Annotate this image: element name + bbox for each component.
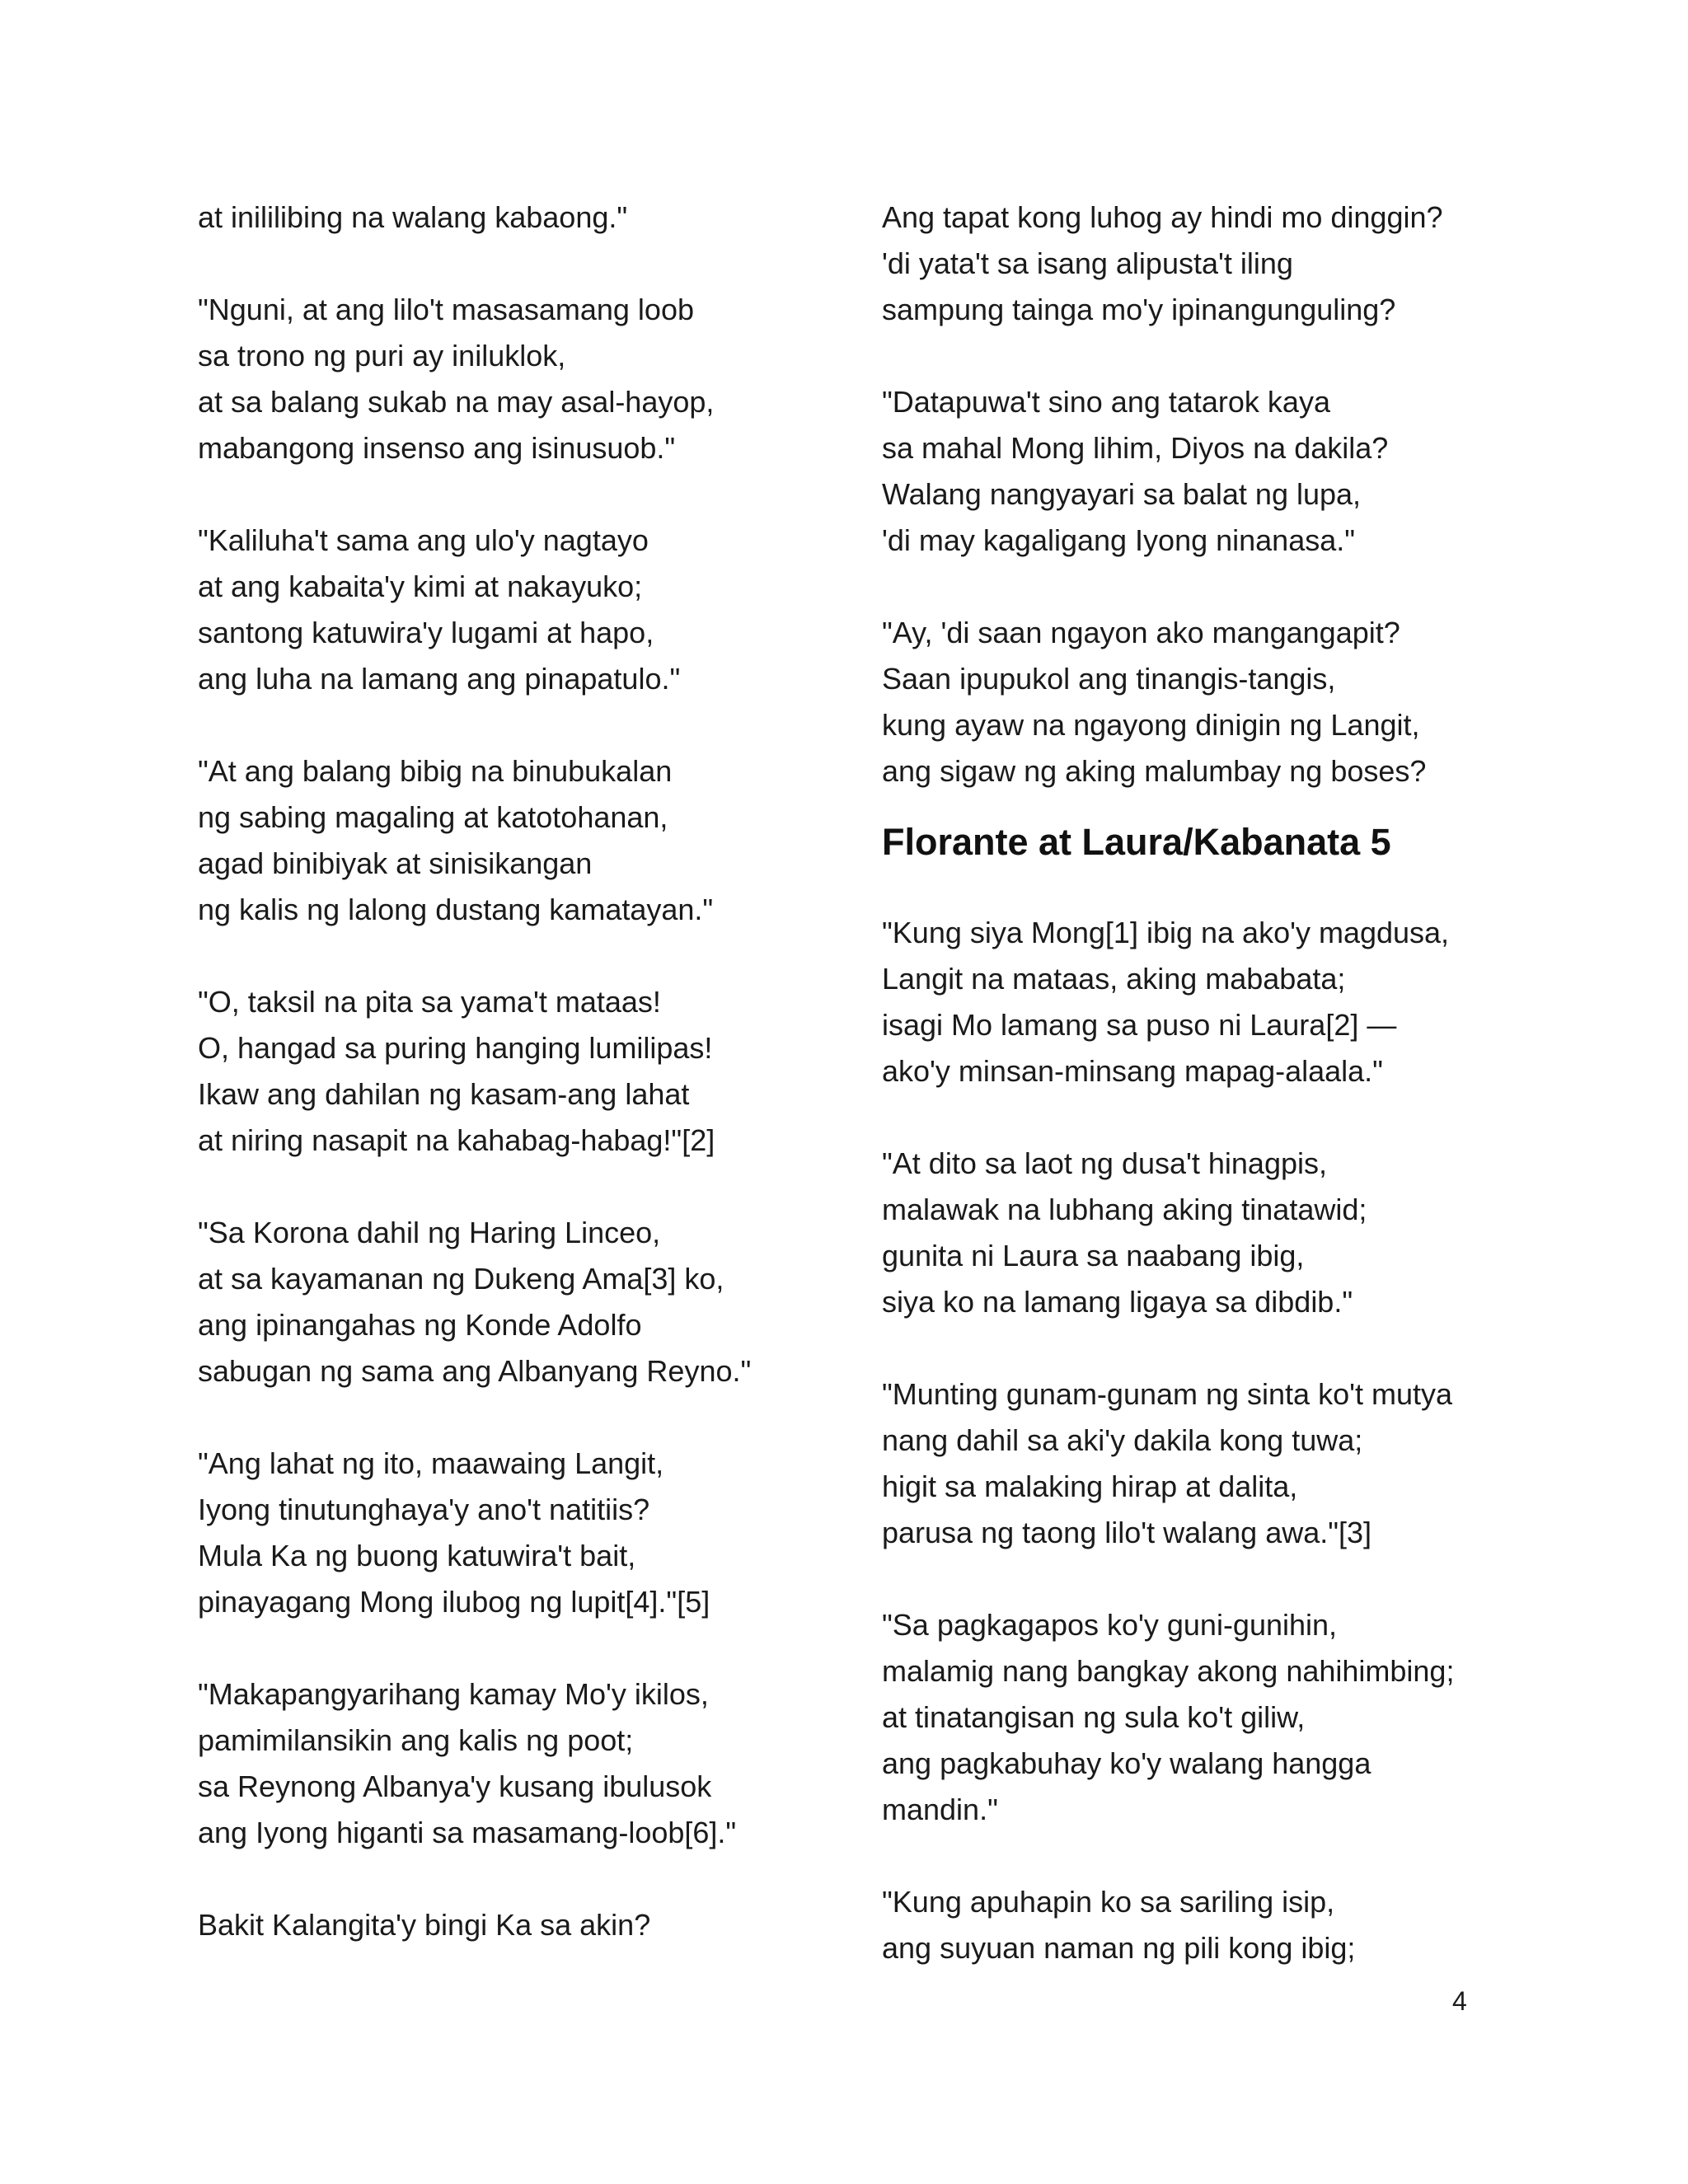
verse-line: O, hangad sa puring hanging lumilipas! [198,1031,713,1065]
verse-line: "Kaliluha't sama ang ulo'y nagtayo [198,523,649,557]
verse-line: "At ang balang bibig na binubukalan [198,754,673,788]
verse-line: "Kung siya Mong[1] ibig na ako'y magdusa, [882,916,1450,949]
verse-line: "Ang lahat ng ito, maawaing Langit, [198,1446,664,1480]
verse-line: "Ay, 'di saan ngayon ako mangangapit? [882,616,1400,649]
verse-line: ang pagkabuhay ko'y walang hangga [882,1746,1372,1780]
verse-line: sa Reynong Albanya'y kusang ibulusok [198,1769,712,1803]
verse-line: at ang kabaita'y kimi at nakayuko; [198,569,643,603]
verse-line: "Datapuwa't sino ang tatarok kaya [882,385,1330,419]
verse-line: 'di yata't sa isang alipusta't iling [882,246,1293,280]
verse-line: ng sabing magaling at katotohanan, [198,800,668,834]
chapter-heading: Florante at Laura/Kabanata 5 [882,821,1391,863]
verse-line: "Nguni, at ang lilo't masasamang loob [198,293,694,326]
verse-line: ang sigaw ng aking malumbay ng boses? [882,754,1427,788]
stanza-gap [882,1833,1492,1879]
verse-line: Langit na mataas, aking mababata; [882,962,1346,996]
verse-line: "Sa pagkagapos ko'y guni-gunihin, [882,1608,1338,1642]
verse-line: malawak na lubhang aking tinatawid; [882,1193,1367,1226]
verse-line: at niring nasapit na kahabag-habag!"[2] [198,1123,715,1157]
verse-line: kung ayaw na ngayong dinigin ng Langit, [882,708,1420,742]
verse-line: Ang tapat kong luhog ay hindi mo dinggin? [882,200,1443,234]
verse-line: higit sa malaking hirap at dalita, [882,1469,1298,1503]
verse-line: ng kalis ng lalong dustang kamatayan." [198,893,714,926]
verse-line: sa mahal Mong lihim, Diyos na dakila? [882,431,1389,465]
verse-line: "O, taksil na pita sa yama't mataas! [198,985,661,1019]
verse-line: sampung tainga mo'y ipinangunguling? [882,293,1396,326]
stanza-gap [198,933,824,979]
right-column-verses-top [882,194,1492,794]
stanza-gap [882,564,1492,610]
verse-line: "Sa Korona dahil ng Haring Linceo, [198,1216,661,1249]
verse-line: "Munting gunam-gunam ng sinta ko't mutya [882,1377,1453,1411]
page-number: 4 [1452,1986,1467,2016]
verse-line: "Makapangyarihang kamay Mo'y ikilos, [198,1677,709,1711]
stanza-gap [882,333,1492,379]
verse-line: parusa ng taong lilo't walang awa."[3] [882,1516,1372,1549]
verse-line: malamig nang bangkay akong nahihimbing; [882,1654,1455,1688]
verse-line: Saan ipupukol ang tinangis-tangis, [882,662,1336,696]
right-column [882,194,1492,1971]
verse-line: "At dito sa laot ng dusa't hinagpis, [882,1146,1327,1180]
verse-line: santong katuwira'y lugami at hapo, [198,616,654,649]
stanza-gap [198,1394,824,1441]
verse-line: Iyong tinutunghaya'y ano't natitiis? [198,1493,650,1526]
verse-line: "Kung apuhapin ko sa sariling isip, [882,1885,1335,1919]
verse-line: isagi Mo lamang sa puso ni Laura[2] — [882,1008,1397,1042]
verse-line: ang suyuan naman ng pili kong ibig; [882,1931,1356,1965]
stanza-gap [198,241,824,287]
verse-line: sabugan ng sama ang Albanyang Reyno." [198,1354,752,1388]
verse-line: ako'y minsan-minsang mapag-alaala." [882,1054,1383,1088]
stanza-gap [198,1164,824,1210]
verse-line: at sa kayamanan ng Dukeng Ama[3] ko, [198,1262,724,1296]
verse-line: Bakit Kalangita'y bingi Ka sa akin? [198,1908,651,1942]
stanza-gap [882,1556,1492,1602]
verse-line: agad binibiyak at sinisikangan [198,846,593,880]
right-column-verses-bottom [882,910,1492,1971]
verse-line: gunita ni Laura sa naabang ibig, [882,1239,1305,1272]
stanza-gap [198,471,824,518]
verse-line: ang luha na lamang ang pinapatulo." [198,662,681,696]
verse-line: Ikaw ang dahilan ng kasam-ang lahat [198,1077,690,1111]
verse-line: Walang nangyayari sa balat ng lupa, [882,477,1362,511]
stanza-gap [198,1625,824,1671]
verse-line: nang dahil sa aki'y dakila kong tuwa; [882,1423,1363,1457]
verse-line: 'di may kagaligang Iyong ninanasa." [882,523,1356,557]
verse-line: at tinatangisan ng sula ko't giliw, [882,1700,1306,1734]
verse-line: at sa balang sukab na may asal-hayop, [198,385,715,419]
stanza-gap [198,1856,824,1902]
verse-line: pamimilansikin ang kalis ng poot; [198,1723,634,1757]
verse-line: at inililibing na walang kabaong." [198,200,628,234]
verse-line: ang ipinangahas ng Konde Adolfo [198,1308,642,1342]
stanza-gap [882,1094,1492,1141]
verse-line: Mula Ka ng buong katuwira't bait, [198,1539,636,1572]
verse-line: mabangong insenso ang isinusuob." [198,431,676,465]
verse-line: siya ko na lamang ligaya sa dibdib." [882,1285,1353,1319]
stanza-gap [198,702,824,748]
verse-line: mandin." [882,1793,998,1826]
verse-line: ang Iyong higanti sa masamang-loob[6]." [198,1816,737,1849]
verse-line: pinayagang Mong ilubog ng lupit[4]."[5] [198,1585,710,1619]
stanza-gap [882,1325,1492,1371]
left-column [198,194,824,1948]
verse-line: sa trono ng puri ay iniluklok, [198,339,566,373]
